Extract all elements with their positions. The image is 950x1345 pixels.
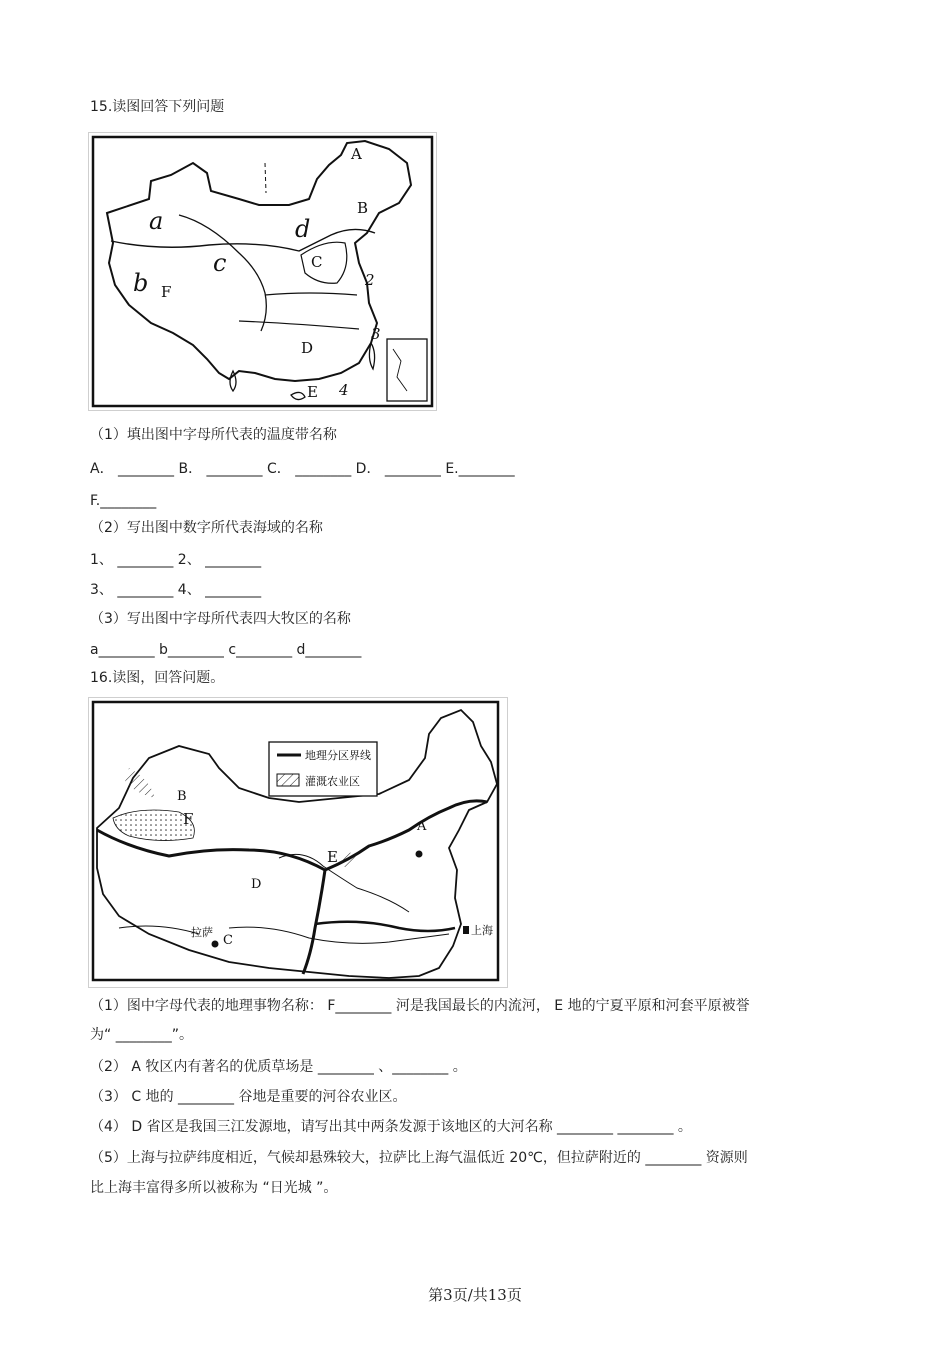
q15-sub2-blanks-2: 3、 ________ 4、 ________ — [90, 582, 262, 598]
q15-label-2: 2 — [365, 271, 375, 289]
page-footer: 第3页/共13页 — [428, 1286, 522, 1304]
q16-label-B: B — [177, 789, 187, 804]
q16-label-E: E — [327, 848, 338, 866]
q15-sub1-blanks-2: F.________ — [90, 493, 157, 509]
q16-label-shanghai: 上海 — [471, 924, 493, 937]
q15-sub3-prompt: （3）写出图中字母所代表四大牧区的名称 — [90, 611, 351, 627]
q15-label-3: 3 — [371, 325, 381, 343]
q16-sub5-line2: 比上海丰富得多所以被称为 “日光城 ”。 — [90, 1180, 338, 1196]
q15-label-F: F — [161, 283, 172, 301]
q15-label-D: D — [301, 339, 314, 357]
q16-sub1-line1: （1）图中字母代表的地理事物名称： F________ 河是我国最长的内流河， E 地的宁夏平原和河套平原被誉 — [90, 998, 750, 1014]
q16-legend-boundary: 地理分区界线 — [305, 749, 371, 762]
q16-label-D: D — [251, 877, 262, 892]
q16-label-F: F — [183, 810, 194, 828]
q15-label-a: a — [149, 207, 164, 235]
q15-sub1-prompt: （1）填出图中字母所代表的温度带名称 — [90, 427, 337, 443]
q15-map-figure — [88, 132, 437, 411]
q15-title: 15.读图回答下列问题 — [90, 99, 225, 115]
q15-label-4: 4 — [339, 381, 349, 399]
q15-label-E: E — [307, 383, 318, 401]
q16-sub4: （4） D 省区是我国三江发源地，请写出其中两条发源于该地区的大河名称 ________ ________ 。 — [90, 1119, 692, 1135]
q15-label-d: d — [295, 215, 311, 243]
q15-label-C: C — [311, 253, 323, 271]
q16-label-C: C — [223, 933, 233, 948]
q15-sub2-blanks-1: 1、 ________ 2、 ________ — [90, 552, 262, 568]
q15-map-svg — [89, 133, 436, 410]
q16-map-svg — [89, 698, 507, 987]
q16-title: 16.读图，回答问题。 — [90, 670, 225, 686]
q16-sub1-line2: 为“ ________”。 — [90, 1027, 193, 1043]
q16-sub2: （2） A 牧区内有著名的优质草场是 ________ 、________ 。 — [90, 1059, 467, 1075]
q16-label-lhasa: 拉萨 — [191, 926, 213, 939]
q16-legend-irrigation: 灌溉农业区 — [305, 775, 360, 788]
q16-label-A: A — [417, 819, 427, 834]
q15-sub2-prompt: （2）写出图中数字所代表海域的名称 — [90, 520, 323, 536]
q15-label-c: c — [213, 249, 227, 277]
q15-sub1-blanks-1: A． ________ B． ________ C． ________ D． ________ E.________ — [90, 461, 515, 477]
q15-sub3-blanks: a________ b________ c________ d________ — [90, 642, 362, 658]
q16-sub5-line1: （5）上海与拉萨纬度相近，气候却悬殊较大，拉萨比上海气温低近 20℃，但拉萨附近的 ________ 资源则 — [90, 1150, 748, 1166]
q15-label-B: B — [357, 199, 369, 217]
q15-label-b: b — [133, 269, 149, 297]
q16-sub3: （3） C 地的 ________ 谷地是重要的河谷农业区。 — [90, 1089, 407, 1105]
q16-map-figure — [88, 697, 508, 988]
q15-label-A: A — [351, 145, 362, 163]
